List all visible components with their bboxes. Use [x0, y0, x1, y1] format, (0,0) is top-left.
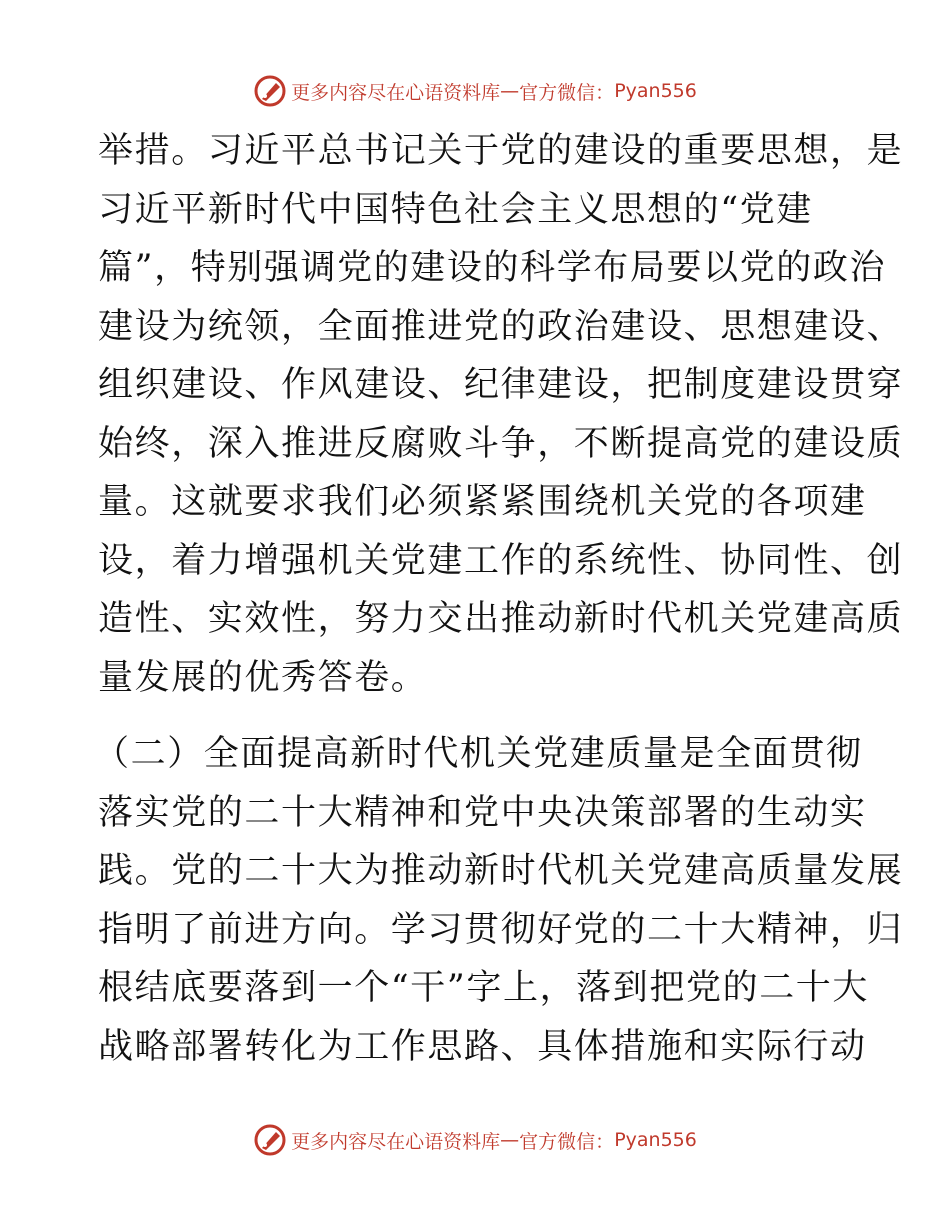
text-line: 指明了前进方向。学习贯彻好党的二十大精神，归 [98, 909, 904, 950]
text-line: 践。党的二十大为推动新时代机关党建高质量发展 [98, 851, 904, 891]
section-heading-line: （二）全面提高新时代机关党建质量是全面贯彻 [94, 734, 863, 774]
banner-brand-text: 更多内容尽在心语资料库 [291, 1130, 501, 1153]
banner-wechat-id: Pyan556 [614, 1129, 697, 1151]
paragraph-spacer [98, 707, 858, 725]
text-line: 始终，深入推进反腐败斗争，不断提高党的建设质 [98, 423, 904, 464]
banner-wechat-id: Pyan556 [614, 80, 697, 102]
text-line: 设，着力增强机关党建工作的系统性、协同性、创 [98, 540, 904, 581]
text-line: 根结底要落到一个“干”字上，落到把党的二十大 [98, 968, 869, 1008]
text-line: 建设为统领，全面推进党的政治建设、思想建设、 [98, 306, 904, 347]
text-line: 篇”，特别强调党的建设的科学布局要以党的政治 [98, 248, 887, 288]
text-line: 举措。习近平总书记关于党的建设的重要思想，是 [98, 131, 904, 171]
text-line: 组织建设、作风建设、纪律建设，把制度建设贯穿 [98, 365, 904, 405]
banner-brand-text: 更多内容尽在心语资料库 [291, 81, 501, 104]
banner-contact-label: 官方微信： [519, 1130, 615, 1153]
banner-contact-label: 官方微信： [519, 81, 615, 104]
watermark-banner-bottom [0, 1122, 950, 1158]
text-line: 量发展的优秀答卷。 [98, 657, 428, 698]
document-body [94, 122, 904, 1076]
text-line: 造性、实效性，努力交出推动新时代机关党建高质 [98, 599, 904, 639]
paragraph-2 [94, 725, 904, 1076]
text-line: 量。这就要求我们必须紧紧围绕机关党的各项建 [98, 482, 867, 522]
pen-logo-icon [253, 1123, 287, 1157]
banner-dash: — [500, 80, 520, 102]
text-line: 习近平新时代中国特色社会主义思想的“党建 [98, 189, 813, 230]
watermark-banner-top [0, 73, 950, 109]
text-line: 落实党的二十大精神和党中央决策部署的生动实 [98, 792, 867, 833]
pen-logo-icon [253, 74, 287, 108]
text-line: 战略部署转化为工作思路、具体措施和实际行动 [98, 1026, 867, 1067]
paragraph-1 [98, 122, 904, 707]
banner-dash: — [500, 1129, 520, 1151]
